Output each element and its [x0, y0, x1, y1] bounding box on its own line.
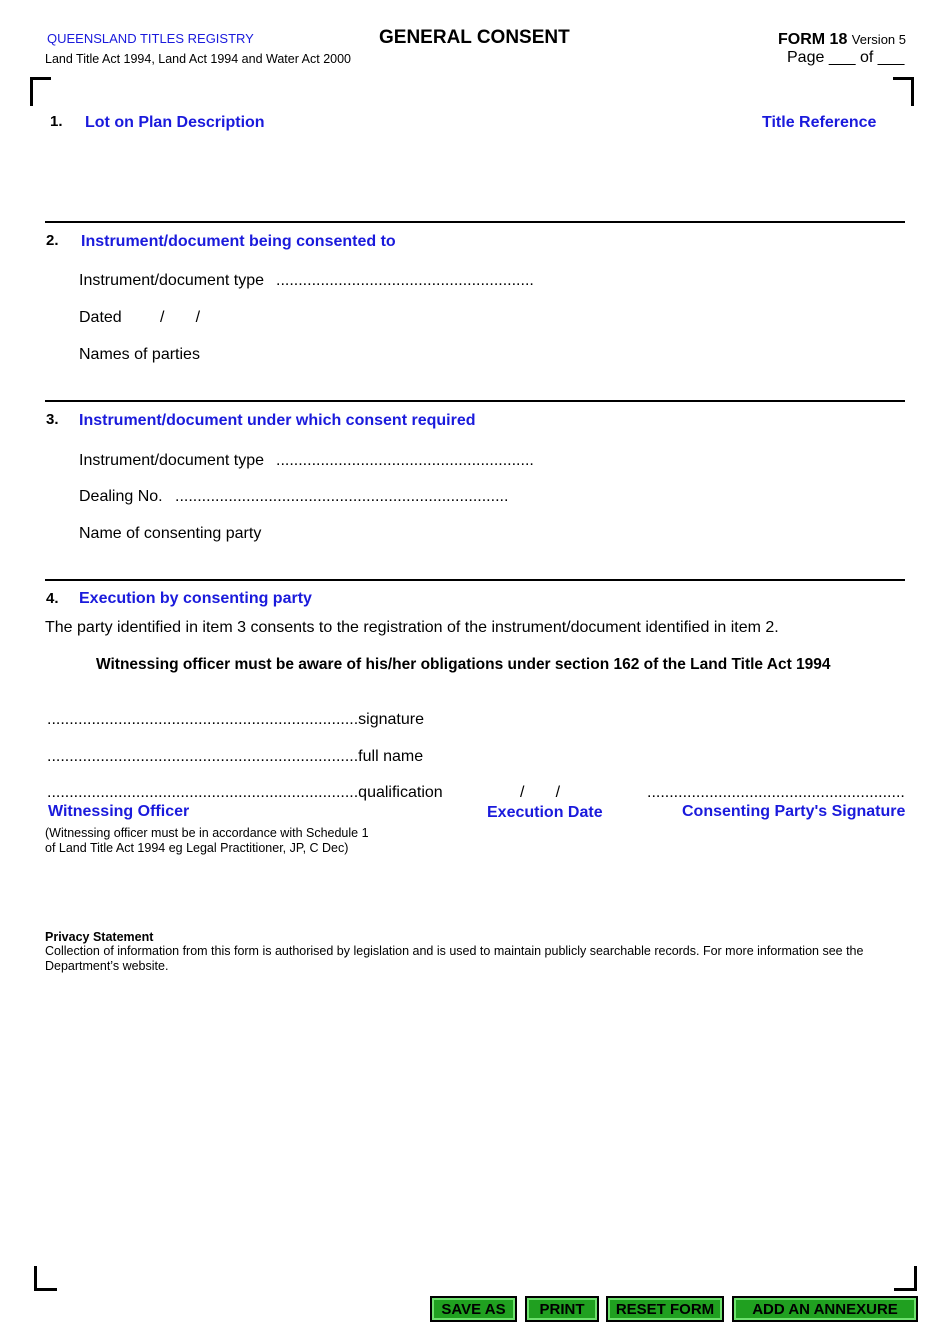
qualification-label: qualification [358, 784, 443, 801]
section-4-title: Execution by consenting party [79, 590, 312, 607]
consenting-signature-label: Consenting Party's Signature [682, 803, 906, 820]
form-version: Version 5 [851, 32, 906, 47]
fullname-line[interactable] [47, 748, 423, 766]
registry-name: QUEENSLAND TITLES REGISTRY [47, 31, 254, 46]
section-2-number: 2. [46, 232, 59, 249]
section-divider [45, 579, 905, 581]
instrument-type-field[interactable]: .......................................................... [276, 272, 534, 289]
qualification-dots: ...................................................................... [47, 784, 359, 801]
parties-label: Names of parties [79, 346, 200, 363]
add-annexure-button[interactable]: ADD AN ANNEXURE [732, 1296, 918, 1322]
consenting-party-label: Name of consenting party [79, 525, 262, 542]
signature-dots: ...................................................................... [47, 711, 359, 728]
corner-mark-top-left [30, 77, 51, 106]
consenting-signature-field[interactable]: .......................................................... [647, 784, 905, 801]
form-id [778, 31, 906, 49]
witnessing-officer-label: Witnessing Officer [48, 803, 190, 820]
dated-field[interactable]: / / [160, 309, 201, 326]
instrument-type-label: Instrument/document type [79, 452, 264, 469]
reset-form-button[interactable]: RESET FORM [606, 1296, 724, 1322]
section-2-title: Instrument/document being consented to [81, 233, 396, 250]
instrument-type-field[interactable]: .......................................................... [276, 452, 534, 469]
instrument-type-label: Instrument/document type [79, 272, 264, 289]
section-divider [45, 221, 905, 223]
fullname-dots: ...................................................................... [47, 748, 359, 765]
witness-warning: Witnessing officer must be aware of his/her obligations under section 162 of the Land Title Act 1994 [96, 656, 831, 673]
witness-note-line-1: (Witnessing officer must be in accordance with Schedule 1 [45, 826, 369, 840]
section-3-number: 3. [46, 411, 59, 428]
privacy-text-line-2: Department’s website. [45, 959, 169, 973]
lot-on-plan-label: Lot on Plan Description [85, 114, 265, 131]
section-3-title: Instrument/document under which consent required [79, 412, 476, 429]
dated-label: Dated [79, 309, 122, 326]
qualification-line[interactable] [47, 784, 443, 802]
title-reference-label: Title Reference [762, 114, 877, 131]
dealing-number-label: Dealing No. [79, 488, 163, 505]
fullname-label: full name [358, 748, 424, 765]
execution-date-field[interactable]: / / [520, 784, 561, 801]
privacy-text-line-1: Collection of information from this form is authorised by legislation and is used to maintain publicly searchable records. For more information see the [45, 944, 864, 958]
page-title: GENERAL CONSENT [379, 27, 570, 48]
signature-label: signature [358, 711, 424, 728]
section-1-number: 1. [50, 113, 63, 130]
acts-reference: Land Title Act 1994, Land Act 1994 and Water Act 2000 [45, 52, 352, 66]
consent-statement: The party identified in item 3 consents to the registration of the instrument/document identified in item 2. [45, 619, 779, 636]
privacy-heading: Privacy Statement [45, 930, 154, 944]
save-as-button[interactable]: SAVE AS [430, 1296, 517, 1322]
section-4-number: 4. [46, 590, 59, 607]
page-count: Page ___ of ___ [787, 49, 905, 66]
corner-mark-bottom-right [894, 1266, 917, 1291]
corner-mark-top-right [893, 77, 914, 106]
dealing-number-field[interactable]: ........................................................................... [175, 488, 509, 505]
print-button[interactable]: PRINT [525, 1296, 599, 1322]
signature-line[interactable] [47, 711, 424, 729]
corner-mark-bottom-left [34, 1266, 57, 1291]
witness-note-line-2: of Land Title Act 1994 eg Legal Practitioner, JP, C Dec) [45, 841, 349, 855]
section-divider [45, 400, 905, 402]
execution-date-label: Execution Date [487, 804, 603, 821]
form-number: FORM 18 [778, 31, 848, 48]
